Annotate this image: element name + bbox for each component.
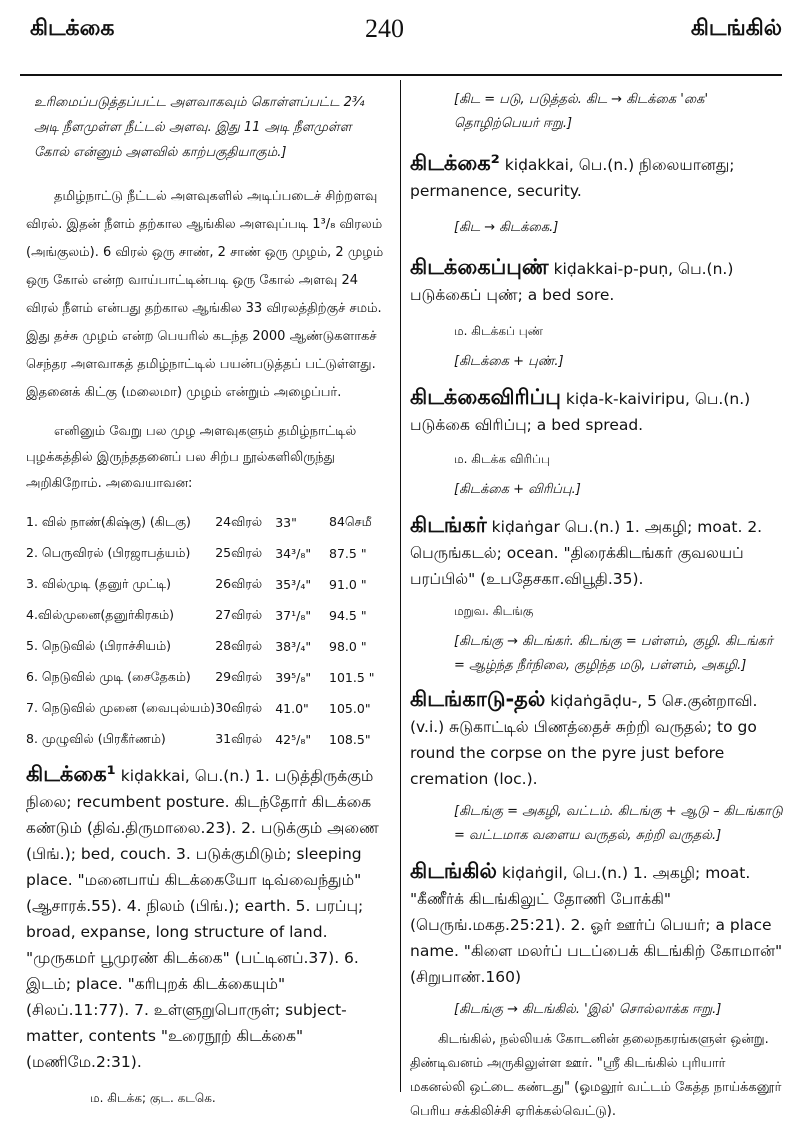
measure-inch: 34³/₈" [275,546,312,561]
measure-inch: 39⁵/₈" [275,670,312,685]
measure-inch: 35³/₄" [275,577,312,592]
measure-cm: 98.0 " [329,639,367,654]
measure-cm: 87.5 " [329,546,367,561]
etymology-note: [கிட = படு, படுத்தல். கிட → கிடக்கை 'கை' தொழிற்பெயர் ஈறு.] [454,92,709,131]
measure-viral: 29விரல் [215,669,263,684]
measure-inch: 33" [275,515,297,530]
header-rule [20,74,782,76]
page-header [0,10,800,50]
entry-headword: கிடக்கைப்புண் [410,255,549,279]
entry-kidangar [410,512,784,592]
entry-headword: கிடக்கை¹ [26,762,116,786]
column-divider [400,80,401,1092]
measure-viral: 27விரல் [215,607,263,622]
measure-name: 2. பெருவிரல் (பிரஜாபத்யம்) [26,545,191,560]
measurement-table [26,507,390,755]
measure-viral: 31விரல் [215,731,263,746]
cognate-line: ம. கிடக்க; குட. கடகெ. [90,1091,216,1105]
measurement-row [26,662,390,693]
entry-headword: கிடங்காடு-தல் [410,687,546,711]
measurement-row [26,693,390,724]
entry-definition: kiḍaṅgil, பெ.(n.) 1. அகழி; moat. "கீணீர்க் கிடங்கிலுட் தோணி போக்கி" (பெருங்.மகத.25:21). 2. ஓர் ஊர்ப் பெயர்; a place name. "கிளை மலர்ப் படப்பைக் கிடங்கிற் கோமான்" (சிறுபாண்.160) [410,864,783,986]
measure-viral: 25விரல் [215,545,263,560]
entry-kidakkaippun [410,254,784,308]
measure-viral: 30விரல் [215,700,263,715]
measurement-row [26,631,390,662]
measurement-row [26,507,390,538]
measure-inch: 37¹/₈" [275,608,312,623]
measurement-row [26,538,390,569]
measurement-paragraph: தமிழ்நாட்டு நீட்டல் அளவுகளில் அடிப்படைச் சிற்றளவு விரல். இதன் நீளம் தற்கால ஆங்கில அளவுப்படி 1³/₈ விரலம் (அங்குலம்). 6 விரல் ஒரு சாண், 2 சாண் ஒரு முழம், 2 முழம் ஒரு கோல் என்ற வாய்பாட்டின்படி ஒரு கோல் அளவு 24 விரல் நீளம் என்பது தற்கால ஆங்கில 33 விரலத்திற்குச் சமம். இது தச்சு முழம் என்ற பெயரில் கடந்த 2000 ஆண்டுகளாகச் செந்தர அளவாகத் தமிழ்நாட்டில் பயன்படுத்தப் பட்டுள்ளது. இதனைக் கிட்கு (மலைமா) முழம் என்றும் அழைப்பர். [26,189,384,400]
entry-definition: kiḍa-k-kaiviripu, பெ.(n.) படுக்கை விரிப்பு; a bed spread. [410,390,751,434]
measure-viral: 24விரல் [215,514,263,529]
etymology-note: [கிடங்கு → கிடங்கர். கிடங்கு = பள்ளம், குழி. கிடங்கர் = ஆழ்ந்த நீர்நிலை, குழிந்த மடு, பள்ளம், அகழி.] [454,634,773,673]
measure-name: 1. வில் நாண்(கிஷ்கு) (கிடகு) [26,514,191,529]
etymology-note: [கிடக்கை + புண்.] [454,354,564,369]
entry-definition: kiḍakkai, பெ.(n.) 1. படுத்திருக்கும் நிலை; recumbent posture. கிடந்தோர் கிடக்கை கண்டும் (திவ்.திருமாலை.23). 2. படுக்கும் அணை (பிங்.); bed, couch. 3. படுக்குமிடும்; sleeping place. "மனைபாய் கிடக்கையோ டிவ்வைந்தும்" (ஆசாரக்.55). 4. நிலம் (பிங்.); earth. 5. பரப்பு; broad, expanse, long structure of land. "முருகமர் பூமுரண் கிடக்கை" (பட்டினப்.37). 6. இடம்; place. "கரிபுறக் கிடக்கையும்" (சிலப்.11:77). 7. உள்ளுறுபொருள்; subject-matter, contents "உரைநூற் கிடக்கை" (மணிமே.2:31). [26,767,379,1071]
measure-name: 8. முழுவில் (பிரகீர்ணம்) [26,731,166,746]
header-last-word: கிடங்கில் [690,16,782,41]
measure-cm: 84செமீ [329,514,372,529]
cognate-line: மறுவ. கிடங்கு [454,604,534,618]
measure-cm: 101.5 " [329,670,375,685]
measure-inch: 41.0" [275,701,309,716]
header-first-word: கிடக்கை [30,16,115,41]
cognate-line: ம. கிடக்கப் புண் [454,324,543,338]
measure-cm: 94.5 " [329,608,367,623]
measurement-row [26,724,390,755]
measure-cm: 108.5" [329,732,371,747]
etymology-note: [கிடங்கு = அகழி, வட்டம். கிடங்கு + ஆடு – கிடங்காடு = வட்டமாக வளைய வருதல், சுற்றி வருதல்.] [454,804,783,843]
measure-name: 3. வில்முடி (தனுர் முட்டி) [26,576,171,591]
left-column [26,82,390,1105]
entry-kidakkai-2 [410,150,784,204]
entry-definition: kiḍaṅgāḍu-, 5 செ.குன்றாவி.(v.i.) சுடுகாட்டில் பிணத்தைச் சுற்றி வருதல்; to go round the corpse on the pyre just before cremation (loc.). [410,692,758,788]
entry-definition: kiḍaṅgar பெ.(n.) 1. அகழி; moat. 2. பெருங்கடல்; ocean. "திரைக்கிடங்கர் குவலயப் பரப்பில்" (உபதேசகா.விபூதி.35). [410,518,763,588]
measure-cm: 105.0" [329,701,371,716]
measure-name: 7. நெடுவில் முனை (வைபுல்யம்) [26,700,216,715]
measure-inch: 42⁵/₈" [275,732,312,747]
entry-kidangil [410,858,784,990]
entry-kidangadu [410,686,784,792]
entry-headword: கிடங்கில் [410,859,497,883]
entry-kidakkai-1 [26,761,390,1075]
entry-headword: கிடக்கைவிரிப்பு [410,385,561,409]
measurement-row [26,600,390,631]
etymology-note: [கிடங்கு → கிடங்கில். 'இல்' சொல்லாக்க ஈறு.] [454,1002,722,1017]
measurement-row [26,569,390,600]
entry-definition: kiḍakkai-p-puṇ, பெ.(n.) படுக்கைப் புண்; a bed sore. [410,260,734,304]
etymology-note: உரிமைப்படுத்தப்பட்ட அளவாகவும் கொள்ளப்பட்ட 2¾ அடி நீளமுள்ள நீட்டல் அளவு. இது 11 அடி நீளமுள்ள கோல் என்னும் அளவில் காற்பகுதியாகும்.] [34,95,365,160]
etymology-note: [கிட → கிடக்கை.] [454,220,559,235]
entry-headword: கிடக்கை² [410,151,500,175]
measurement-paragraph-2: எனினும் வேறு பல முழ அளவுகளும் தமிழ்நாட்டில் புழக்கத்தில் இருந்ததனைப் பல சிற்ப நூல்களிலிருந்து அறிகிறோம். அவையாவன: [26,424,357,491]
entry-kidakkaivirippu [410,384,784,438]
measure-inch: 38³/₄" [275,639,312,654]
right-column [410,82,784,1119]
measure-name: 5. நெடுவில் (பிராச்சியம்) [26,638,172,653]
measure-name: 4.வில்முனை(தனுர்கிரகம்) [26,607,175,622]
entry-definition: kiḍakkai, பெ.(n.) நிலையானது; permanence, security. [410,156,735,200]
measure-cm: 91.0 " [329,577,367,592]
cognate-line: ம. கிடக்க விரிப்பு [454,452,550,466]
measure-viral: 28விரல் [215,638,263,653]
measure-name: 6. நெடுவில் முடி (சைதேகம்) [26,669,191,684]
kidangil-paragraph: கிடங்கில், நல்லியக் கோடனின் தலைநகரங்களுள் ஒன்று. திண்டிவனம் அருகிலுள்ள ஊர். "ஸ்ரீ கிடங்கில் புரியார் மகனல்லி ஒட்டை கண்டது" (ஓமலூர் வட்டம் கேத்த நாய்க்கனூர் பெரிய சக்கிலிச்சி ஏரிக்கல்வெட்டு). [410,1032,782,1119]
etymology-note: [கிடக்கை + விரிப்பு.] [454,482,581,497]
entry-headword: கிடங்கர் [410,513,487,537]
measure-viral: 26விரல் [215,576,263,591]
page-number: 240 [365,14,404,43]
